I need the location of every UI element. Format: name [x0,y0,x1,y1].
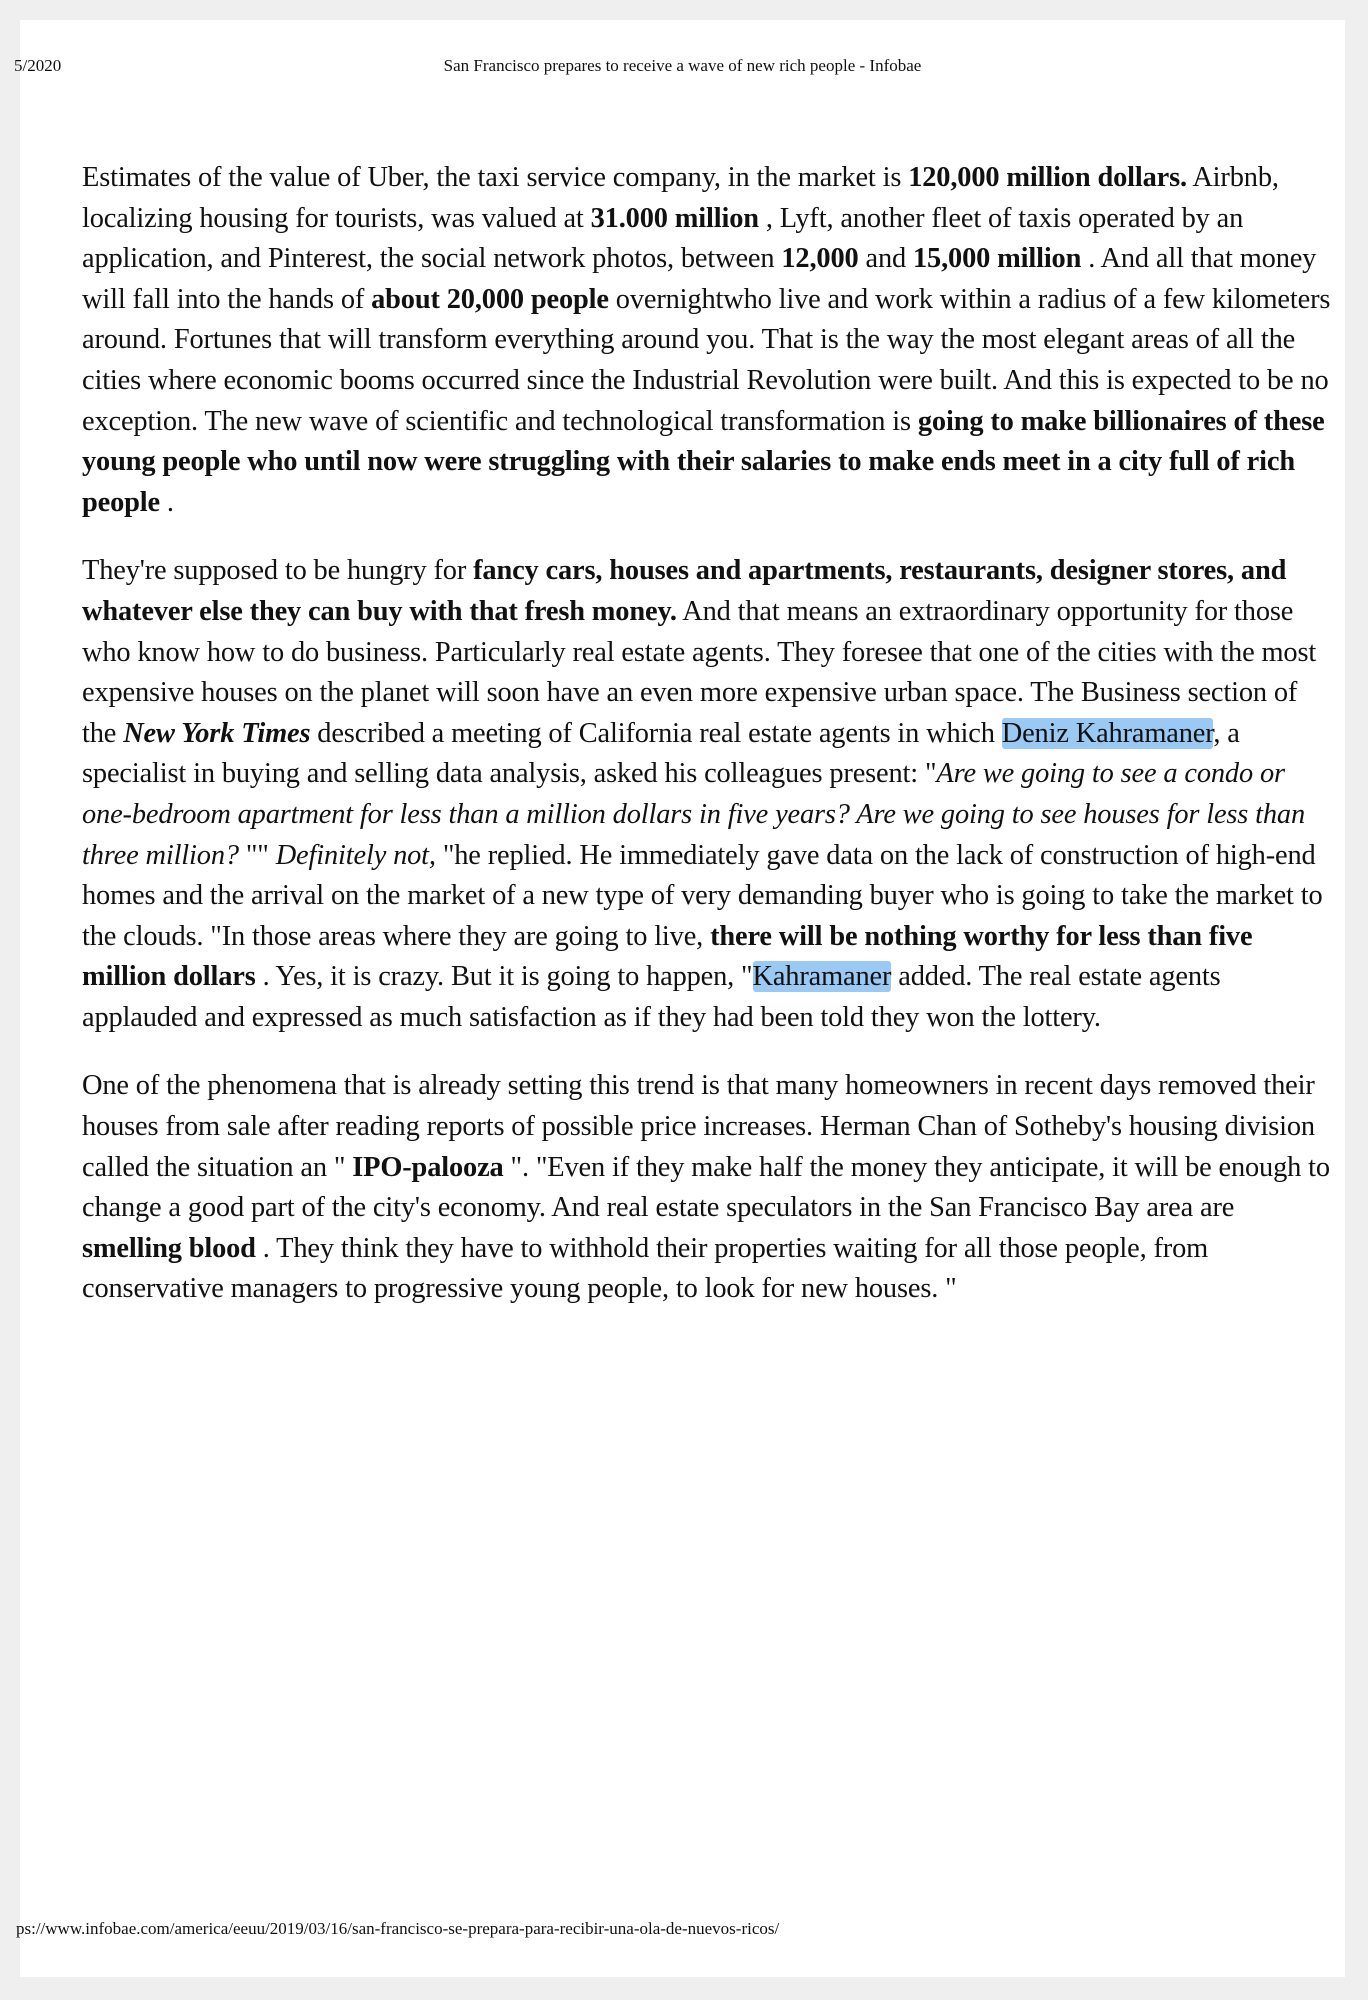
highlighted-name[interactable]: Kahramaner [752,961,892,993]
text-run: , a specialist in buying and selling data analysis, asked his colleagues present: " [82,717,1240,790]
text-run: and [858,243,913,275]
text-run: Airbnb, localizing housing for tourists, was valued at [82,162,1279,234]
text-run: They're supposed to be hungry for [82,555,474,587]
article-paragraph [82,551,1332,1038]
text-run: "he replied. He immediately gave data on the lack of construction of high-end homes and the arrival on the market of a new type of very demanding buyer who is going to take the market to the clouds. "In those areas where they are going to live, [82,839,1323,952]
bold-run: 120,000 million dollars. [908,162,1187,193]
text-run: Estimates of the value of Uber, the taxi service company, in the market is [82,162,909,193]
publication-name: New York Times [123,717,311,749]
italic-quote: Definitely not, [275,839,436,871]
bold-run: fancy cars, houses and apartments, restaurants, designer stores, and whatever else they can buy with that fresh money. [82,555,1287,627]
text-run: ". "Even if they make half the money they anticipate, it will be enough to change a good part of the city's economy. And real estate speculators in the San Francisco Bay area are [82,1151,1330,1224]
text-run: . [159,486,174,518]
document-page [14,20,1345,1977]
italic-quote: Are we going to see a condo or one-bedroom apartment for less than a million dollars in five years? Are we going to see houses for less than three million? [82,758,1306,871]
bold-run: there will be nothing worthy for less than five million dollars [82,920,1253,993]
bold-run: 15,000 million [912,243,1082,275]
bold-run: smelling blood [82,1232,256,1264]
text-run: . And all that money will fall into the hands of [82,243,1317,315]
text-run: added. The real estate agents applauded and expressed as much satisfaction as if they had been told they won the lottery. [82,961,1221,1033]
article-paragraph [82,1066,1332,1310]
article-paragraph [82,158,1332,523]
text-run: described a meeting of California real estate agents in which [310,717,1002,749]
text-run: . They think they have to withhold their properties waiting for all those people, from conservative managers to progressive young people, to look for new houses. " [82,1232,1209,1305]
article-body [82,158,1332,1310]
text-run: One of the phenomena that is already setting this trend is that many homeowners in recent days removed their houses from sale after reading reports of possible price increases. Herman Chan of Sotheby's housing division called the situation an " [82,1070,1315,1183]
text-run: , Lyft, another fleet of taxis operated by an application, and Pinterest, the social network photos, between [82,202,1244,275]
print-header-title: San Francisco prepares to receive a wave of new rich people - Infobae [443,56,922,75]
bold-run: going to make billionaires of these young people who until now were struggling with their salaries to make ends meet in a city full of rich people [82,405,1325,518]
text-run: . Yes, it is crazy. But it is going to happen, " [255,961,753,993]
highlighted-name[interactable]: Deniz Kahramaner [1001,717,1214,749]
bold-run: 31.000 million [590,202,759,234]
bold-run: IPO-palooza [352,1151,504,1183]
bold-run: 12,000 [781,243,859,275]
bold-run: about 20,000 people [371,283,609,315]
print-date: 5/2020 [14,56,62,75]
text-run: And that means an extraordinary opportunity for those who know how to do business. Particularly real estate agents. They foresee that one of the cities with the most expensive houses on the planet will soon have an even more expensive urban space. The Business section of the [82,595,1317,749]
print-footer-url: ps://www.infobae.com/america/eeuu/2019/03/16/san-francisco-se-prepara-para-recibir-una-ola-de-nuevos-ricos/ [16,1919,780,1938]
text-run: overnightwho live and work within a radius of a few kilometers around. Fortunes that will transform everything around you. That is the way the most elegant areas of all the cities where economic booms occurred since the Industrial Revolution were built. And this is expected to be no exception. The new wave of scientific and technological transformation is [82,283,1331,437]
text-run: "" [238,839,276,871]
